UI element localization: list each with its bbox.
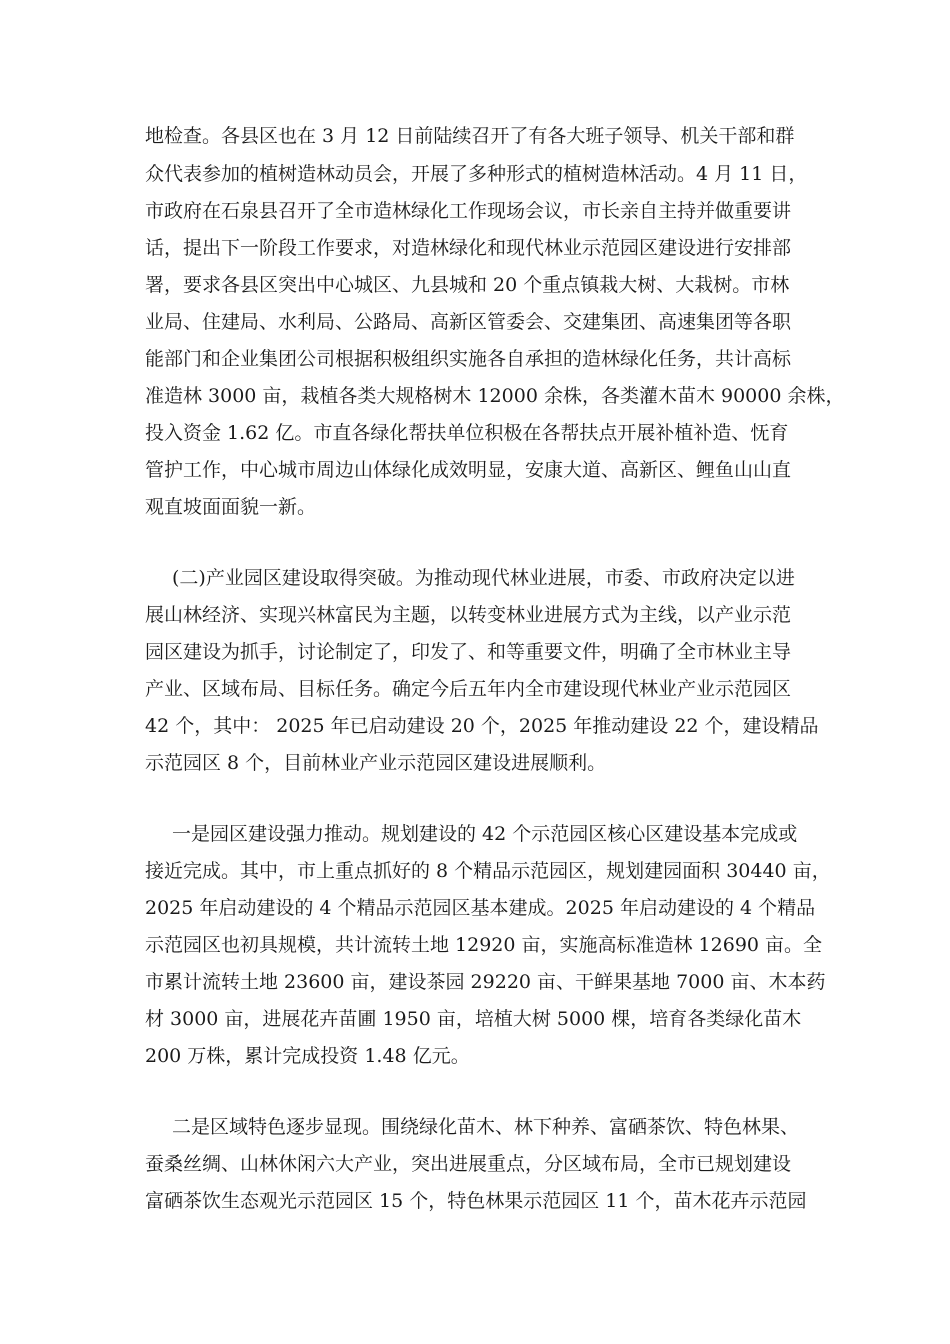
paragraph-1-line-10: 管护工作，中心城市周边山体绿化成效明显，安康大道、高新区、鲤鱼山山直 <box>145 459 792 481</box>
paragraph-2-line-4: 产业、区域布局、目标任务。确定今后五年内全市建设现代林业产业示范园区 <box>145 678 792 700</box>
paragraph-1-line-2: 众代表参加的植树造林动员会，开展了多种形式的植树造林活动。4 月 11 日， <box>145 163 808 185</box>
paragraph-1-line-7: 能部门和企业集团公司根据积极组织实施各自承担的造林绿化任务，共计高标 <box>145 348 792 370</box>
paragraph-1-line-11: 观直坡面面貌一新。 <box>145 496 317 518</box>
paragraph-4-line-3: 富硒茶饮生态观光示范园区 15 个，特色林果示范园区 11 个，苗木花卉示范园 <box>145 1190 807 1212</box>
paragraph-1-line-4: 话，提出下一阶段工作要求，对造林绿化和现代林业示范园区建设进行安排部 <box>145 237 792 259</box>
paragraph-3-line-1: 一是园区建设强力推动。规划建设的 42 个示范园区核心区建设基本完成或 <box>172 823 798 845</box>
paragraph-3-line-2: 接近完成。其中，市上重点抓好的 8 个精品示范园区，规划建园面积 30440 亩， <box>145 860 831 882</box>
paragraph-3-line-5: 市累计流转土地 23600 亩，建设茶园 29220 亩、干鲜果基地 7000 亩、木本药 <box>145 971 826 993</box>
paragraph-1-line-3: 市政府在石泉县召开了全市造林绿化工作现场会议，市长亲自主持并做重要讲 <box>145 200 792 222</box>
paragraph-4-line-2: 蚕桑丝绸、山林休闲六大产业，突出进展重点，分区域布局，全市已规划建设 <box>145 1153 792 1175</box>
paragraph-4-line-1: 二是区域特色逐步显现。围绕绿化苗木、林下种养、富硒茶饮、特色林果、 <box>172 1116 800 1138</box>
paragraph-2-line-1: (二)产业园区建设取得突破。为推动现代林业进展，市委、市政府决定以进 <box>172 567 795 589</box>
paragraph-1-line-1: 地检查。各县区也在 3 月 12 日前陆续召开了有各大班子领导、机关干部和群 <box>145 125 795 147</box>
paragraph-2-line-3: 园区建设为抓手，讨论制定了，印发了、和等重要文件，明确了全市林业主导 <box>145 641 792 663</box>
paragraph-1-line-5: 署，要求各县区突出中心城区、九县城和 20 个重点镇栽大树、大栽树。市林 <box>145 274 790 296</box>
paragraph-2-line-6: 示范园区 8 个，目前林业产业示范园区建设进展顺利。 <box>145 752 607 774</box>
paragraph-3-line-7: 200 万株，累计完成投资 1.48 亿元。 <box>145 1045 470 1067</box>
paragraph-2-line-5: 42 个，其中： 2025 年已启动建设 20 个，2025 年推动建设 22 个，建设精品 <box>145 715 819 737</box>
paragraph-2-line-2: 展山林经济、实现兴林富民为主题，以转变林业进展方式为主线，以产业示范 <box>145 604 792 626</box>
paragraph-3-line-3: 2025 年启动建设的 4 个精品示范园区基本建成。2025 年启动建设的 4 个精品 <box>145 897 816 919</box>
paragraph-3-line-6: 材 3000 亩，进展花卉苗圃 1950 亩，培植大树 5000 棵，培育各类绿化苗木 <box>145 1008 802 1030</box>
paragraph-1-line-9: 投入资金 1.62 亿。市直各绿化帮扶单位积极在各帮扶点开展补植补造、怃育 <box>145 422 789 444</box>
paragraph-1-line-8: 准造林 3000 亩，栽植各类大规格树木 12000 余株，各类灌木苗木 90000 余株， <box>145 385 845 407</box>
paragraph-3-line-4: 示范园区也初具规模，共计流转土地 12920 亩，实施高标准造林 12690 亩。全 <box>145 934 823 956</box>
paragraph-1-line-6: 业局、住建局、水利局、公路局、高新区管委会、交建集团、高速集团等各职 <box>145 311 792 333</box>
